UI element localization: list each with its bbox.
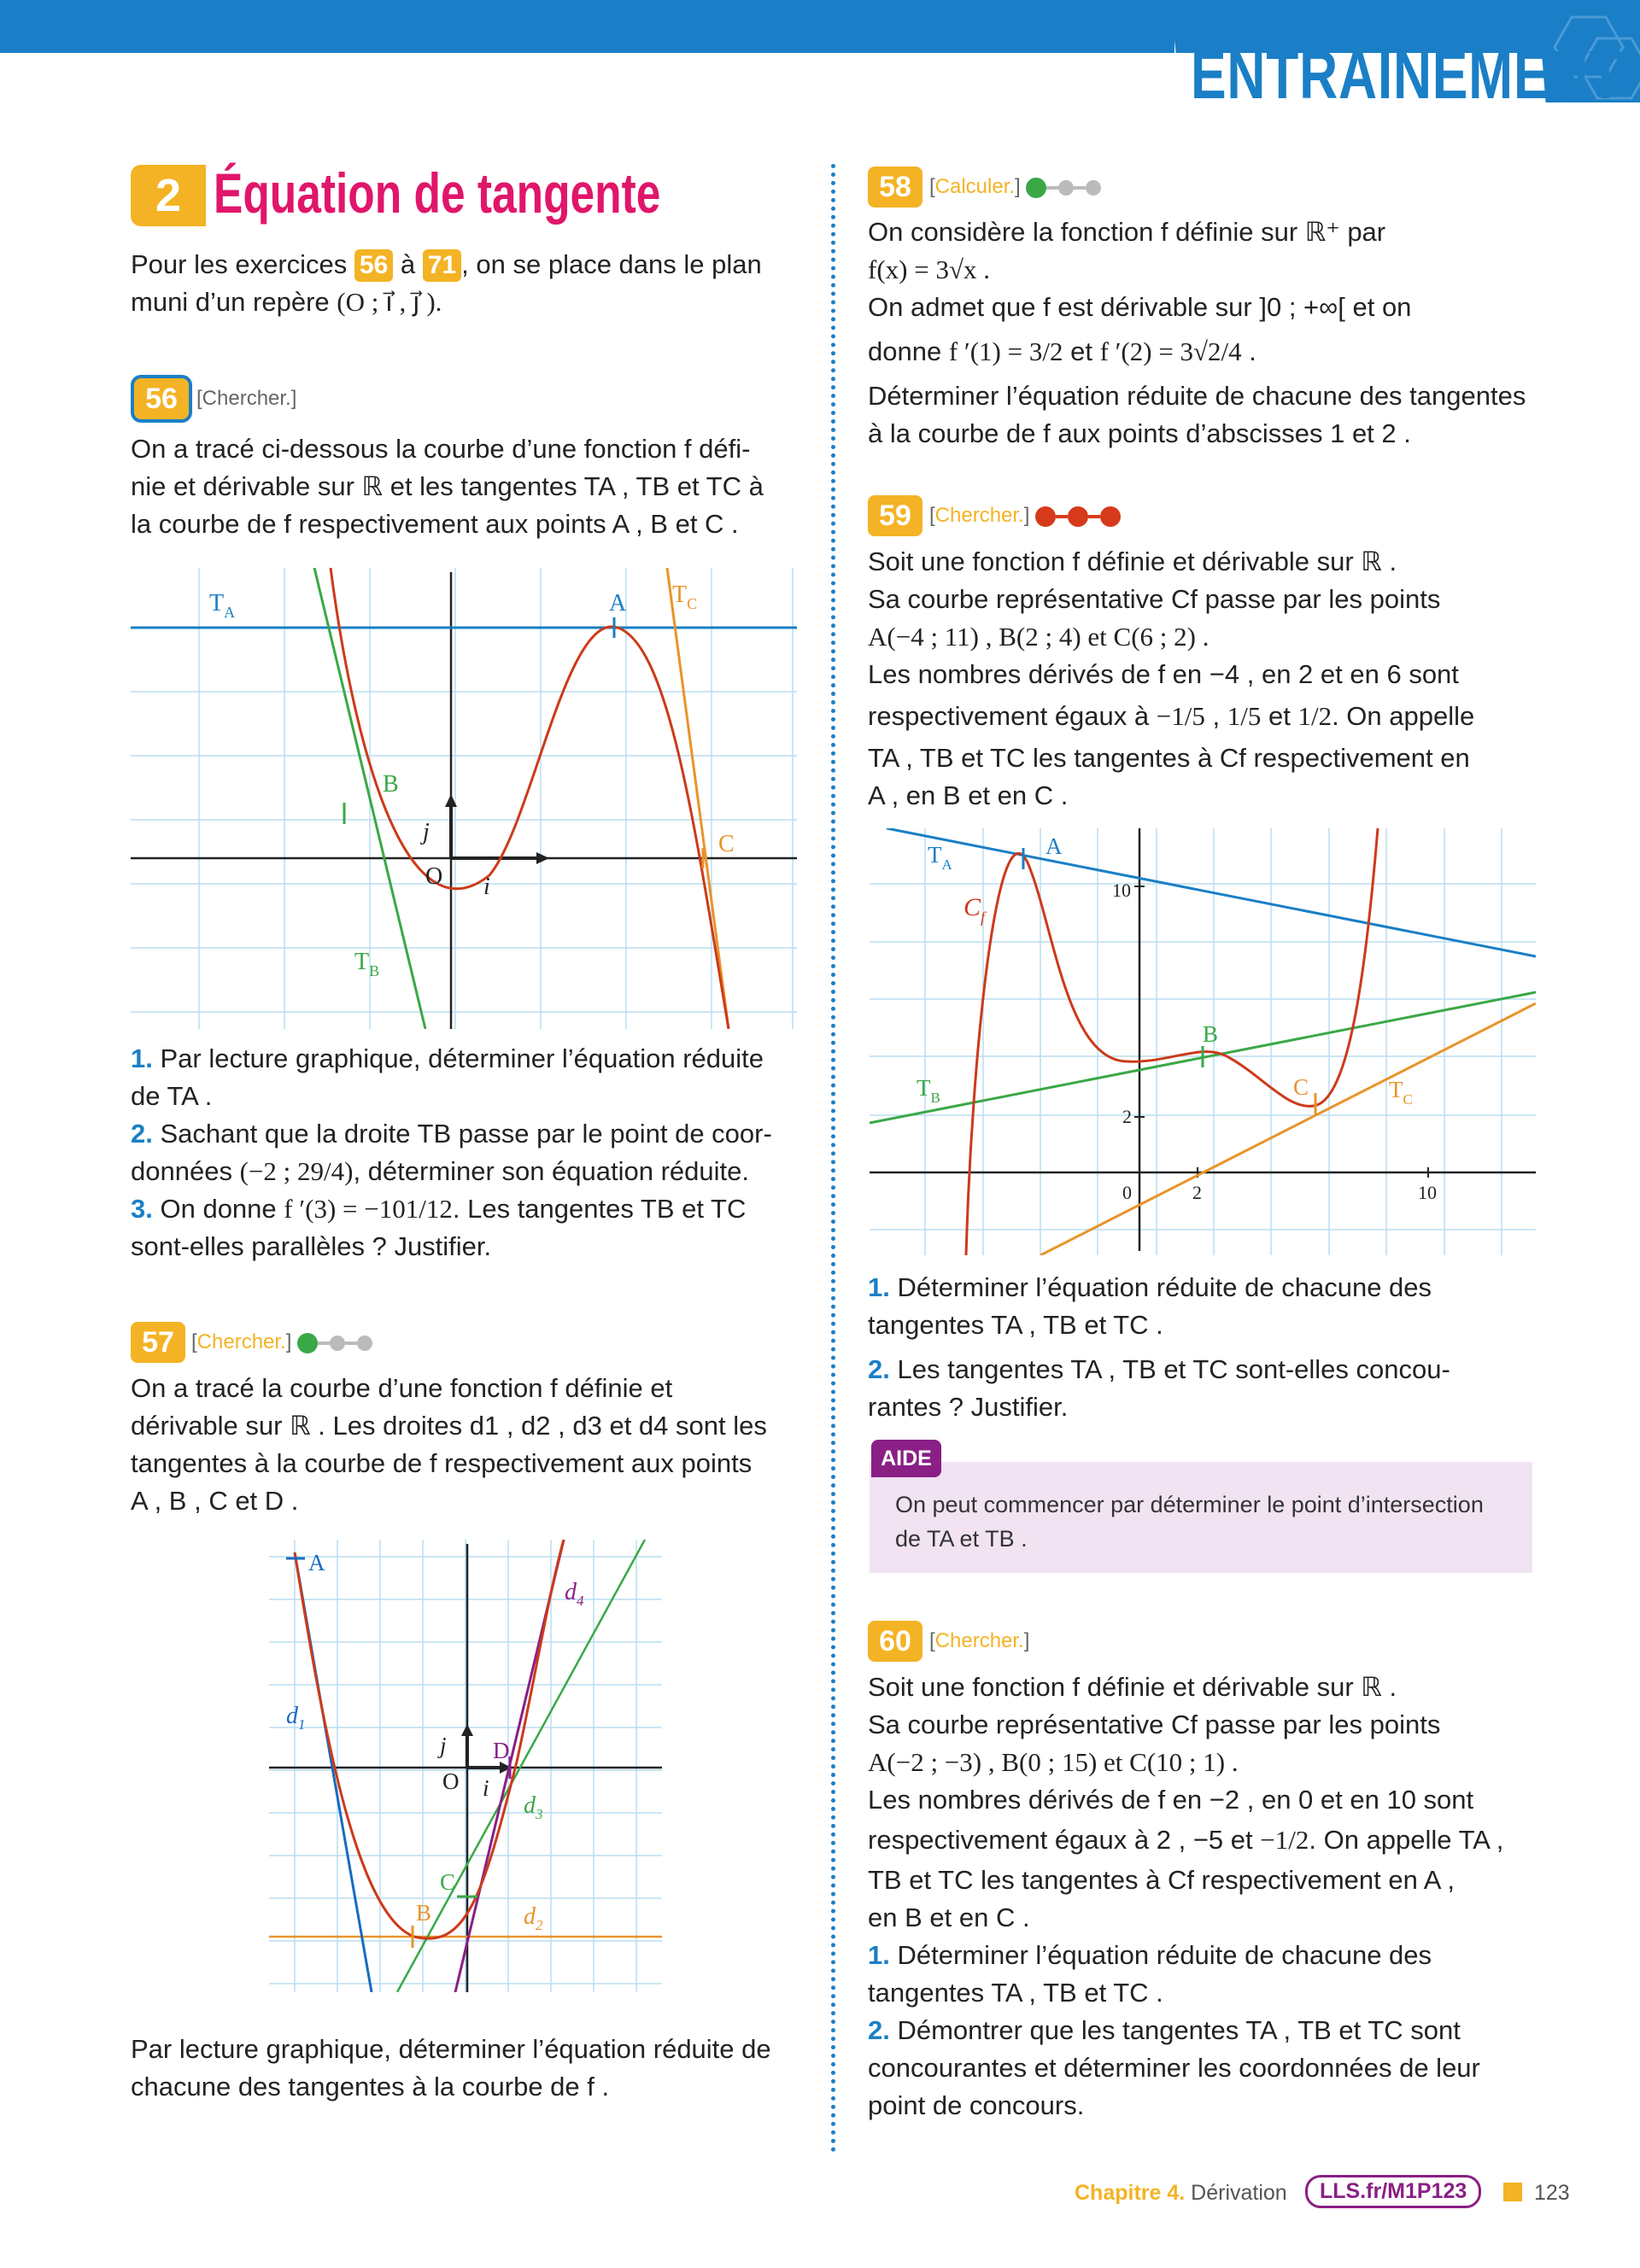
footer-chapter: Chapitre 4. Dérivation — [1075, 2181, 1287, 2205]
difficulty-dot-2 — [330, 1336, 345, 1351]
exercise-57-label: [Chercher.] — [191, 1322, 372, 1363]
i-label: i — [483, 1775, 489, 1801]
exercise-59-graph — [870, 828, 1536, 1255]
curve-f — [331, 568, 729, 1029]
section-number: 2 — [131, 165, 206, 226]
exercise-56-graph — [131, 568, 797, 1029]
curve-Cf — [966, 828, 1378, 1255]
origin-label: O — [425, 863, 443, 890]
i-label: i — [483, 874, 490, 900]
difficulty-dot-3 — [357, 1336, 372, 1351]
label-d2: $d_2$ — [524, 1903, 543, 1933]
difficulty-dot-1 — [1026, 178, 1046, 198]
exercise-60-number: 60 — [868, 1621, 922, 1662]
label-TB: $T_B$ — [917, 1075, 940, 1106]
footer-link[interactable]: LLS.fr/M1P123 — [1305, 2175, 1481, 2208]
point-C-label: C — [440, 1869, 456, 1895]
exercise-56-questions: 1. Par lecture graphique, déterminer l’équation réduite de TA . 2. Sachant que la droite TB passe par le point de coor- données (−2 ; 29/4), déterminer son équation réduite. 3. On donne f ′(3) = −101/12. Les tangentes TB et TC sont-elles parallèles ? Justifier. — [131, 1043, 772, 1261]
exercise-56-label: [Chercher.] — [196, 387, 297, 410]
j-label: j — [423, 819, 430, 845]
exercise-57-number: 57 — [131, 1322, 185, 1363]
point-B-label: B — [1203, 1021, 1219, 1047]
tick-x-2: 2 — [1192, 1182, 1202, 1203]
exercise-58-label: [Calculer.] — [929, 167, 1101, 208]
tick-x-10: 10 — [1418, 1182, 1437, 1203]
point-A-label: A — [308, 1550, 325, 1575]
column-separator — [831, 164, 835, 2154]
exercise-58-statement: On considère la fonction f définie sur ℝ⁺ par f(x) = 3√x . On admet que f est dérivable sur ]0 ; +∞[ et on donne f ′(1) = 3/2 et f ′(2) = 3√2/4 . Déterminer l’équation réduite de chacune des tangentes à la courbe de f aux points d’abscisses 1 et 2 . — [868, 217, 1526, 448]
point-C-label: C — [718, 831, 735, 857]
label-TC: $T_C$ — [1389, 1077, 1413, 1108]
label-d1: $d_1$ — [286, 1703, 306, 1733]
tick-origin: 0 — [1122, 1182, 1132, 1203]
tick-y-2: 2 — [1122, 1106, 1132, 1127]
page-number: 123 — [1534, 2181, 1570, 2205]
section-title: Équation de tangente — [214, 161, 661, 225]
tick-y-10: 10 — [1112, 880, 1131, 901]
label-d4: $d_4$ — [565, 1579, 584, 1609]
exercise-56-number: 56 — [134, 378, 189, 419]
hint-tag: AIDE — [871, 1440, 941, 1477]
frame-notation: (O ; i⃗ , j⃗ ). — [337, 287, 442, 317]
point-B-label: B — [416, 1900, 432, 1926]
tangent-TA — [887, 828, 1536, 956]
point-A-label: A — [609, 590, 627, 617]
top-banner-bar — [0, 0, 1174, 53]
point-C-label: C — [1293, 1074, 1309, 1100]
difficulty-dot-1 — [297, 1333, 318, 1353]
label-TA: $T_A$ — [928, 842, 952, 873]
exercise-57-statement: On a tracé la courbe d’une fonction f définie et dérivable sur ℝ . Les droites d1 , d2 , d3 et d4 sont les tangentes à la courbe de f respectivement aux points A , B , C et D . — [131, 1373, 767, 1516]
section-banner-title: ENTRAÎNEMENT — [1191, 37, 1623, 113]
exercise-60-statement: Soit une fonction f définie et dérivable sur ℝ . Sa courbe représentative Cf passe par les points A(−2 ; −3) , B(0 ; 15) et C(10 ; 1) . Les nombres dérivés de f en −2 , en 0 et en 10 sont respectivement égaux à 2 , −5 et −1/2. On appelle TA , TB et TC les tangentes à Cf respectivement en A , en B et en C . 1. Déterminer l’équation réduite de chacune des tangentes TA , TB et TC . 2. Démontrer que les tangentes TA , TB et TC sont concourantes et déterminer les coordonnées de leur point de concours. — [868, 1672, 1504, 2120]
difficulty-dot-2 — [1068, 506, 1088, 527]
label-TA: $T_A$ — [209, 590, 236, 621]
exercise-59-number: 59 — [868, 495, 922, 536]
exercise-56-statement: On a tracé ci-dessous la courbe d’une fonction f défi- nie et dérivable sur ℝ et les tangentes TA , TB et TC à la courbe de f respectivement aux points A , B et C . — [131, 434, 764, 539]
tangent-TC — [667, 568, 729, 1029]
difficulty-dot-3 — [1100, 506, 1121, 527]
exercise-range-to: 71 — [423, 249, 461, 282]
j-label: j — [440, 1733, 447, 1758]
exercise-60-label: [Chercher.] — [929, 1629, 1030, 1652]
exercise-58-number: 58 — [868, 167, 922, 208]
label-d3: $d_3$ — [524, 1792, 543, 1822]
difficulty-dot-1 — [1035, 506, 1056, 527]
label-TC: $T_C$ — [672, 582, 698, 612]
point-B-label: B — [383, 771, 399, 798]
exercise-range-from: 56 — [354, 249, 393, 282]
exercise-59-statement: Soit une fonction f définie et dérivable sur ℝ . Sa courbe représentative Cf passe par les points A(−4 ; 11) , B(2 ; 4) et C(6 ; 2) . Les nombres dérivés de f en −4 , en 2 et en 6 sont respectivement égaux à −1/5 , 1/5 et 1/2. On appelle TA , TB et TC les tangentes à Cf respectivement en A , en B et en C . — [868, 547, 1475, 810]
exercise-57-graph — [269, 1540, 662, 1992]
curve-label: $C_f$ — [964, 893, 986, 926]
tangent-d3 — [397, 1540, 645, 1992]
exercise-57-question: Par lecture graphique, déterminer l’équation réduite de chacune des tangentes à la courbe de f . — [131, 2034, 771, 2101]
difficulty-dot-3 — [1086, 180, 1101, 196]
section-intro: Pour les exercices 56 à 71 , on se place dans le plan muni d’un repère (O ; i⃗ , j⃗ ). — [131, 249, 762, 317]
footer-square-icon — [1503, 2183, 1522, 2201]
point-D-label: D — [493, 1738, 510, 1763]
difficulty-dot-2 — [1058, 180, 1074, 196]
label-TB: $T_B$ — [354, 949, 380, 979]
exercise-59-label: [Chercher.] — [929, 495, 1121, 536]
origin-label: O — [442, 1768, 460, 1794]
point-A-label: A — [1046, 833, 1063, 859]
hint-text: On peut commencer par déterminer le point d’intersection de TA et TB . — [895, 1492, 1484, 1552]
exercise-59-questions: 1. Déterminer l’équation réduite de chacune des tangentes TA , TB et TC . 2. Les tangentes TA , TB et TC sont-elles concou- rantes ? Justifier. — [868, 1272, 1450, 1422]
